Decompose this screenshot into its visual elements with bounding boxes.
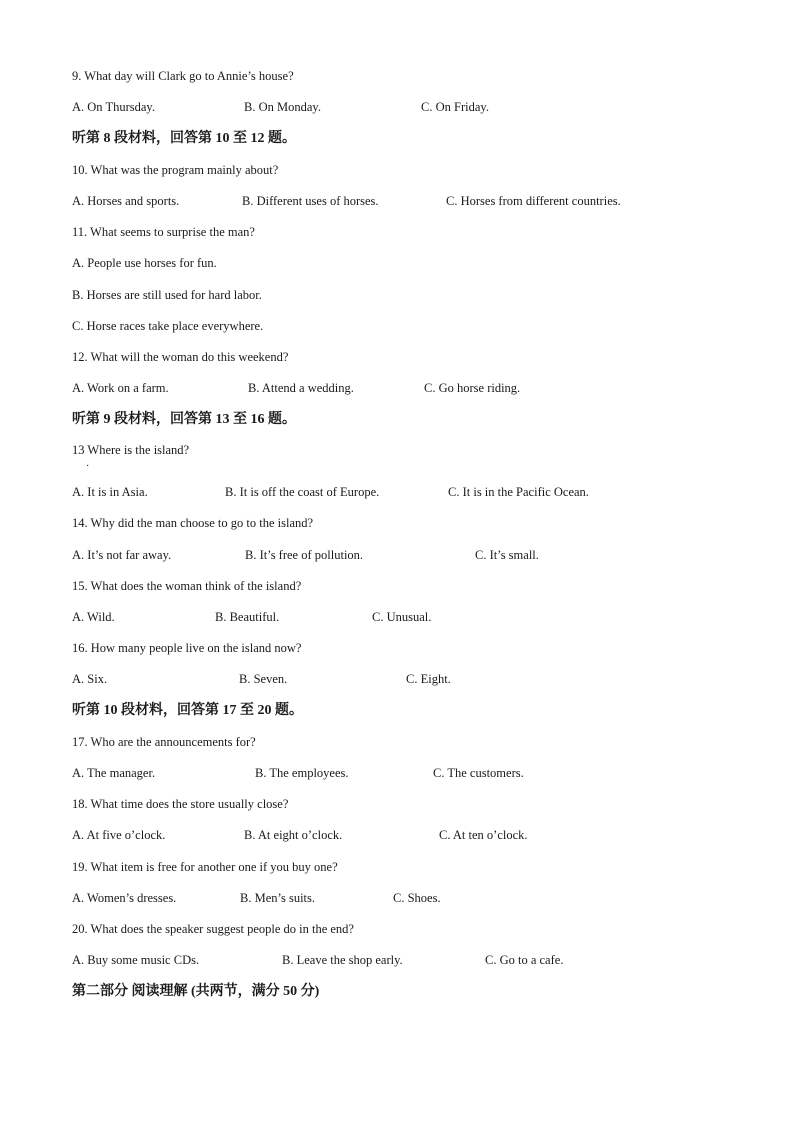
option-a: A. On Thursday. [72, 100, 155, 114]
section-heading-9: 听第 9 段材料，回答第 13 至 16 题。 [72, 412, 296, 427]
option-a: A. At five o’clock. [72, 828, 166, 842]
option-b: B. At eight o’clock. [244, 828, 343, 842]
option-b: B. The employees. [255, 766, 349, 780]
question-18: 18. What time does the store usually close? [72, 797, 289, 811]
option-a: A. Six. [72, 672, 108, 686]
option-b: B. On Monday. [244, 100, 321, 114]
question-10: 10. What was the program mainly about? [72, 163, 279, 177]
question-16: 16. How many people live on the island now? [72, 641, 302, 655]
option-c: C. Shoes. [393, 891, 441, 905]
question-13: 13 Where is the island? [72, 443, 190, 457]
question-19: 19. What item is free for another one if you buy one? [72, 860, 338, 874]
option-c: C. On Friday. [421, 100, 489, 114]
option-a: A. Women’s dresses. [72, 891, 177, 905]
option-a: A. Horses and sports. [72, 194, 180, 208]
option-a: A. It is in Asia. [72, 485, 148, 499]
option-b: B. Attend a wedding. [248, 381, 354, 395]
question-20: 20. What does the speaker suggest people do in the end? [72, 922, 354, 936]
option-c: C. Eight. [406, 672, 451, 686]
option-c: C. Go horse riding. [424, 381, 521, 395]
section-heading-10: 听第 10 段材料，回答第 17 至 20 题。 [72, 703, 303, 718]
question-14: 14. Why did the man choose to go to the island? [72, 516, 314, 530]
question-15: 15. What does the woman think of the island? [72, 579, 302, 593]
option-a: A. Work on a farm. [72, 381, 169, 395]
option-b: B. It’s free of pollution. [245, 548, 364, 562]
question-9: 9. What day will Clark go to Annie’s house? [72, 69, 294, 83]
section-heading-8: 听第 8 段材料，回答第 10 至 12 题。 [72, 131, 296, 146]
option-11-c: C. Horse races take place everywhere. [72, 319, 264, 333]
option-b: B. Leave the shop early. [282, 953, 403, 967]
option-a: A. Wild. [72, 610, 115, 624]
part-two-heading: 第二部分 阅读理解 (共两节，满分 50 分) [72, 984, 320, 999]
option-c: C. At ten o’clock. [439, 828, 528, 842]
question-17: 17. Who are the announcements for? [72, 735, 256, 749]
option-11-b: B. Horses are still used for hard labor. [72, 288, 262, 302]
option-b: B. Seven. [239, 672, 288, 686]
option-c: C. The customers. [433, 766, 524, 780]
option-b: B. Men’s suits. [240, 891, 316, 905]
option-b: B. Different uses of horses. [242, 194, 379, 208]
stray-mark: · [86, 461, 90, 472]
option-c: C. It’s small. [475, 548, 539, 562]
question-11: 11. What seems to surprise the man? [72, 225, 255, 239]
question-12: 12. What will the woman do this weekend? [72, 350, 289, 364]
option-a: A. It’s not far away. [72, 548, 172, 562]
option-a: A. Buy some music CDs. [72, 953, 200, 967]
option-b: B. Beautiful. [215, 610, 280, 624]
option-11-a: A. People use horses for fun. [72, 256, 217, 270]
option-c: C. Go to a cafe. [485, 953, 564, 967]
option-c: C. Unusual. [372, 610, 432, 624]
option-b: B. It is off the coast of Europe. [225, 485, 380, 499]
option-a: A. The manager. [72, 766, 156, 780]
option-c: C. It is in the Pacific Ocean. [448, 485, 589, 499]
option-c: C. Horses from different countries. [446, 194, 621, 208]
